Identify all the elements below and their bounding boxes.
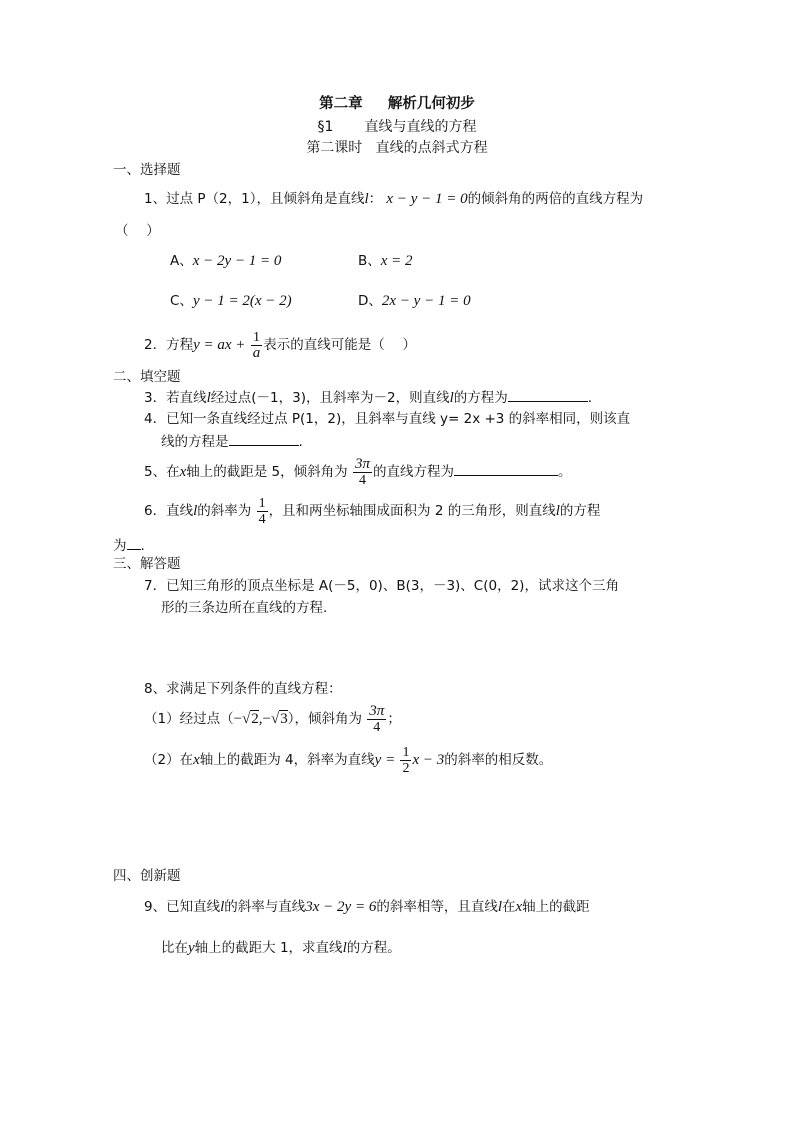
q6-answer-blank[interactable] [127,535,141,550]
question-8-part2: （2）在x轴上的截距为 4，斜率为直线y = $\frac{1}{2}$ x − 3的斜率的相反数。 [144,744,553,776]
question-9-line2: 比在y轴上的截距大 1，求直线l的方程。 [161,940,401,956]
q5-answer-blank[interactable] [454,461,558,476]
lesson-label: 第二课时 [306,140,363,156]
section-answer-heading: 三、解答题 [113,556,181,572]
question-2: 2．方程y = ax + $\frac{1}{a}$ 表示的直线可能是（ ） [144,329,416,361]
question-8-intro: 8、求满足下列条件的直线方程： [144,681,342,697]
section-title: 直线与直线的方程 [364,119,477,135]
section-innovation-heading: 四、创新题 [113,868,181,884]
chapter-title: 解析几何初步 [387,96,475,112]
question-5: 5、在x轴上的截距是 5，倾斜角为 $\frac{3\pi}{4}$ 的直线方程为 。 [144,455,572,488]
q3-answer-blank[interactable] [508,387,588,402]
q2-fraction: $\frac{1}{a}$ [252,329,261,361]
q5-fraction: $\frac{3\pi}{4}$ [354,455,370,488]
chapter-label: 第二章 [319,96,363,112]
question-8-part1: （1）经过点（−√2,−√3），倾斜角为 $\frac{3\pi}{4}$ ； [144,702,401,735]
q1-option-a: A、x − 2y − 1 = 0 [170,253,282,269]
q1-option-c: C、y − 1 = 2(x − 2) [170,293,292,309]
q6-fraction: $\frac{1}{4}$ [258,495,266,527]
question-9: 9、已知直线l的斜率与直线3x − 2y = 6的斜率相等，且直线l在x轴上的截距 [144,899,590,915]
section-fill-heading: 二、填空题 [113,369,181,385]
section-number: §1 [317,119,334,135]
question-7-line2: 形的三条边所在直线的方程. [161,600,328,616]
question-6-line2: 为 . [113,535,145,556]
q1-option-d: D、2x − y − 1 = 0 [358,293,471,309]
chapter-heading [0,94,794,114]
lesson-heading [0,138,794,158]
question-7-line1: 7．已知三角形的顶点坐标是 A(－5，0)、B(3，－3)、C(0，2)，试求这个三角 [144,578,619,594]
q1-line-equation: x − y − 1 = 0 [386,191,468,207]
q1-answer-paren: （ ） [115,223,160,239]
question-4-line1: 4．已知一条直线经过点 P(1，2)，且斜率与直线 y= 2x +3 的斜率相同，则该直 [144,411,631,427]
q8-p2-fraction: $\frac{1}{2}$ [402,744,410,776]
q8-p1-fraction: $\frac{3\pi}{4}$ [369,702,385,735]
question-3: 3．若直线l经过点(－1，3)，且斜率为－2，则直线l的方程为 . [144,387,592,408]
question-6: 6．直线l的斜率为 $\frac{1}{4}$ ，且和两坐标轴围成面积为 2 的三角形，则直线l的方程 [144,495,601,527]
section-heading [0,117,794,137]
lesson-title: 直线的点斜式方程 [375,140,488,156]
question-4-line2: 线的方程是 . [161,431,303,452]
section-choice-heading: 一、选择题 [113,162,181,178]
q1-option-b: B、x = 2 [358,253,413,269]
question-1: 1、过点 P（2，1），且倾斜角是直线l： x − y − 1 = 0的倾斜角的两倍的直线方程为 [144,191,644,207]
q4-answer-blank[interactable] [229,431,299,446]
